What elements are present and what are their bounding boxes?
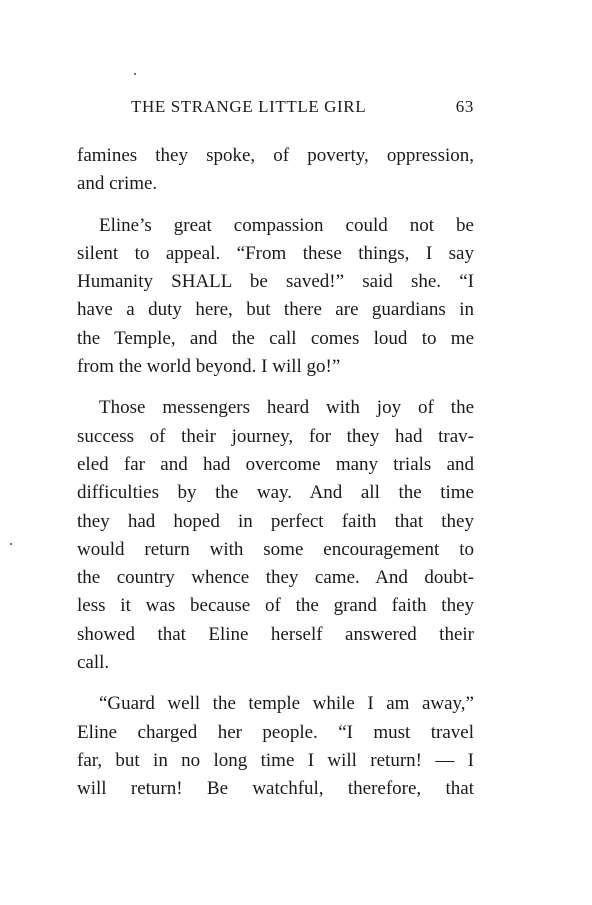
paragraph-3 <box>77 394 474 677</box>
text-line: and crime. <box>77 173 158 195</box>
text-line: far, but in no long time I will return! — I <box>77 749 474 771</box>
text-line: silent to appeal. “From these things, I say <box>77 242 474 264</box>
text-line: the Temple, and the call comes loud to me <box>77 327 474 349</box>
text-line: “Guard well the temple while I am away,” <box>99 693 474 715</box>
running-title: THE STRANGE LITTLE GIRL <box>131 97 367 116</box>
running-head <box>131 97 474 123</box>
text-line: Those messengers heard with joy of the <box>99 397 474 419</box>
page-speck <box>134 73 136 75</box>
text-line: have a duty here, but there are guardians in <box>77 299 474 321</box>
text-line: Humanity SHALL be saved!” said she. “I <box>77 271 474 293</box>
text-line: eled far and had overcome many trials and <box>77 453 474 475</box>
page-speck <box>10 543 12 545</box>
paragraph-2 <box>77 212 474 382</box>
paragraph-1 <box>77 142 474 199</box>
text-line: would return with some encouragement to <box>77 538 474 560</box>
text-line: will return! Be watchful, therefore, that <box>77 778 474 800</box>
text-line: call. <box>77 652 110 674</box>
text-line: famines they spoke, of poverty, oppression, <box>77 145 474 166</box>
text-line: the country whence they came. And doubt- <box>77 567 474 589</box>
text-line: they had hoped in perfect faith that they <box>77 510 474 532</box>
text-line: Eline charged her people. “I must travel <box>77 721 474 743</box>
paragraph-4 <box>77 690 474 803</box>
text-line: success of their journey, for they had trav- <box>77 425 474 447</box>
text-line: showed that Eline herself answered their <box>77 623 474 645</box>
text-line: from the world beyond. I will go!” <box>77 356 341 378</box>
text-line: less it was because of the grand faith they <box>77 595 474 617</box>
text-line: difficulties by the way. And all the time <box>77 482 474 504</box>
text-line: Eline’s great compassion could not be <box>99 214 474 236</box>
body-text <box>77 142 474 817</box>
page-number: 63 <box>455 97 474 116</box>
